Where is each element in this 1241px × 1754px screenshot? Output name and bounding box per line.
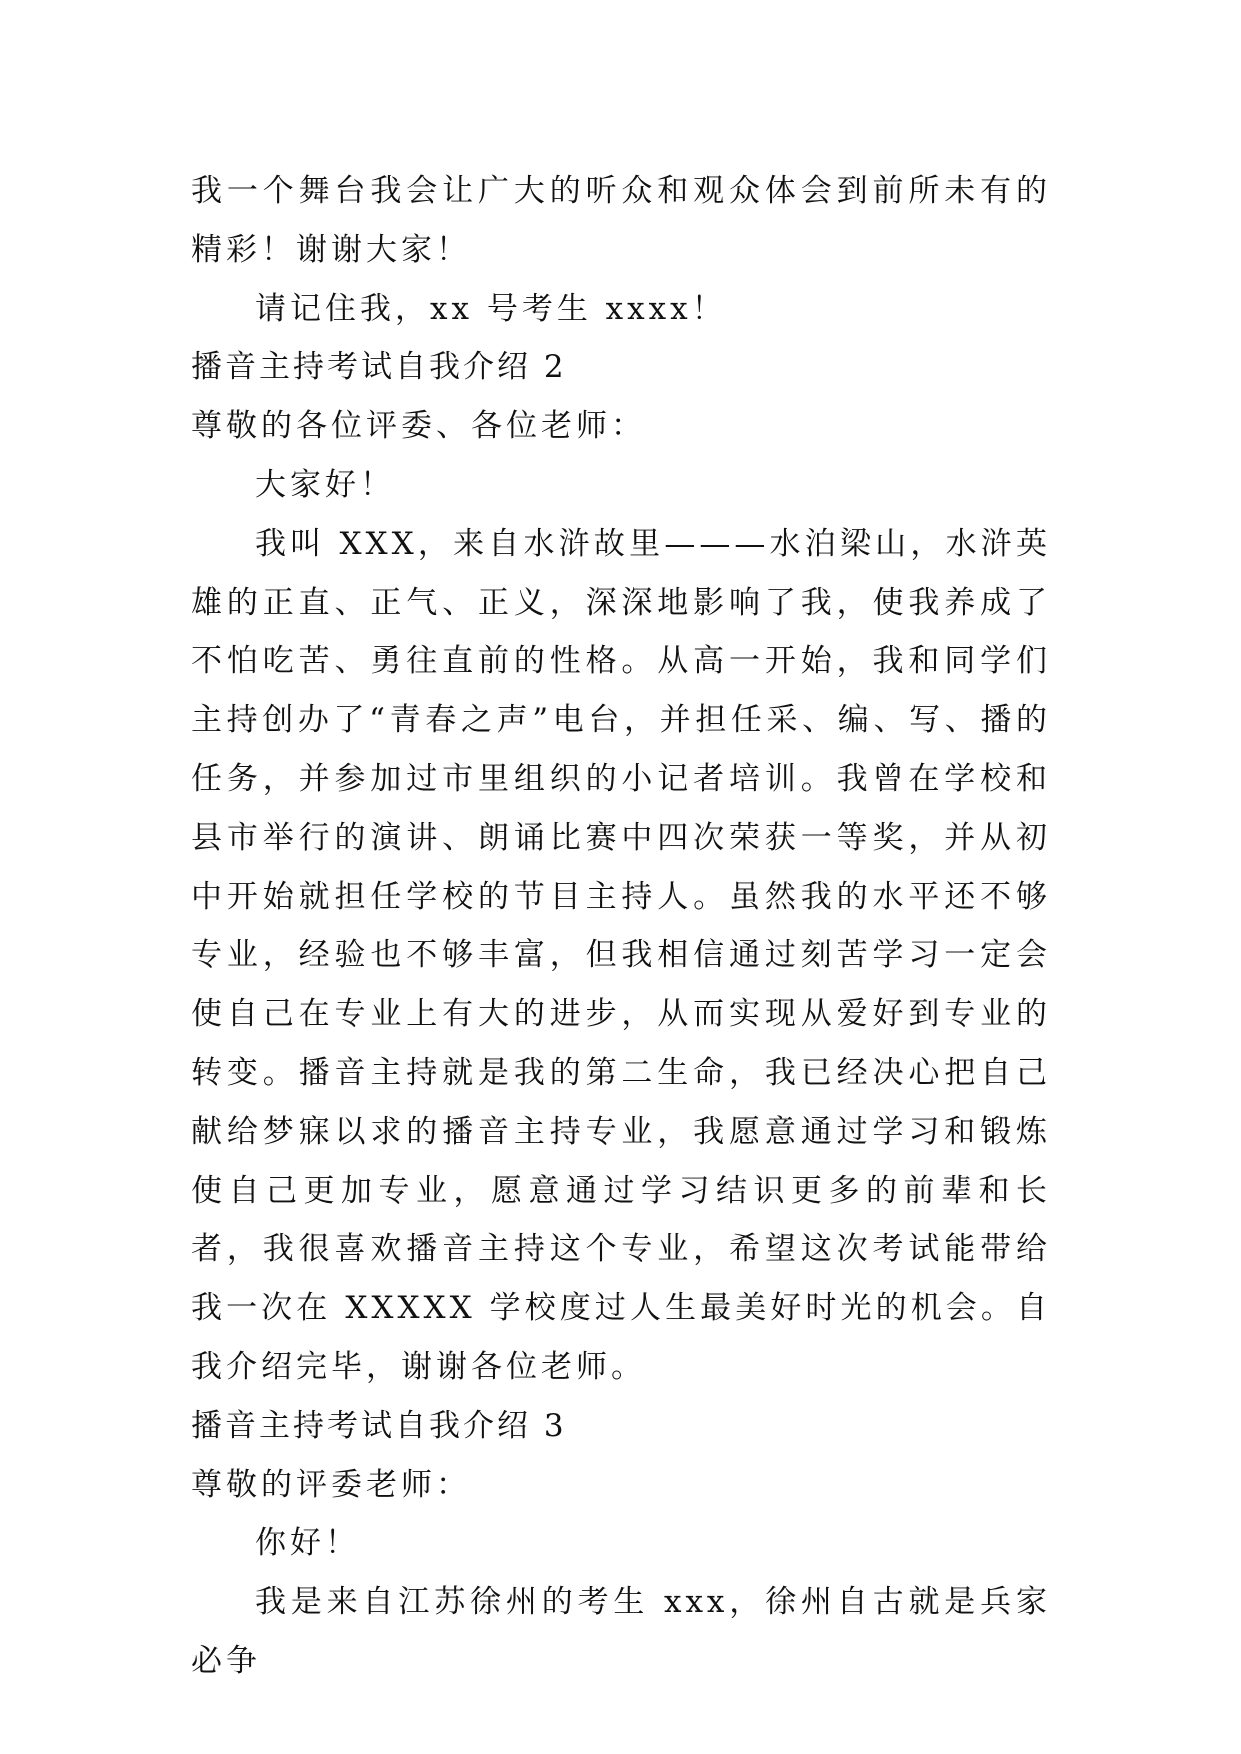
paragraph-closing: 请记住我，xx 号考生 xxxx！	[255, 290, 727, 327]
greeting-3: 你好！	[255, 1525, 360, 1562]
paragraph-continuation: 我一个舞台我会让广大的听众和观众体会到前所未有的精彩！谢谢大家！	[191, 173, 1051, 268]
salutation-3: 尊敬的评委老师：	[191, 1466, 471, 1503]
section-heading-3: 播音主持考试自我介绍 3	[191, 1407, 567, 1444]
document-body	[191, 162, 1051, 1691]
greeting-2: 大家好！	[255, 466, 395, 503]
body-paragraph-3: 我是来自江苏徐州的考生 xxx，徐州自古就是兵家必争	[191, 1584, 1051, 1679]
salutation-2: 尊敬的各位评委、各位老师：	[191, 408, 646, 445]
body-paragraph-2: 我叫 XXX，来自水浒故里———水泊梁山，水浒英雄的正直、正气、正义，深深地影响了我，使我养成了不怕吃苦、勇往直前的性格。从高一开始，我和同学们主持创办了“青春之声”电台，并担任采、编、写、播的任务，并参加过市里组织的小记者培训。我曾在学校和县市举行的演讲、朗诵比赛中四次荣获一等奖，并从初中开始就担任学校的节目主持人。虽然我的水平还不够专业，经验也不够丰富，但我相信通过刻苦学习一定会使自己在专业上有大的进步，从而实现从爱好到专业的转变。播音主持就是我的第二生命，我已经决心把自己献给梦寐以求的播音主持专业，我愿意通过学习和锻炼使自己更加专业，愿意通过学习结识更多的前辈和长者，我很喜欢播音主持这个专业，希望这次考试能带给我一次在 XXXXX 学校度过人生最美好时光的机会。自我介绍完毕，谢谢各位老师。	[191, 525, 1051, 1385]
section-heading-2: 播音主持考试自我介绍 2	[191, 349, 567, 386]
